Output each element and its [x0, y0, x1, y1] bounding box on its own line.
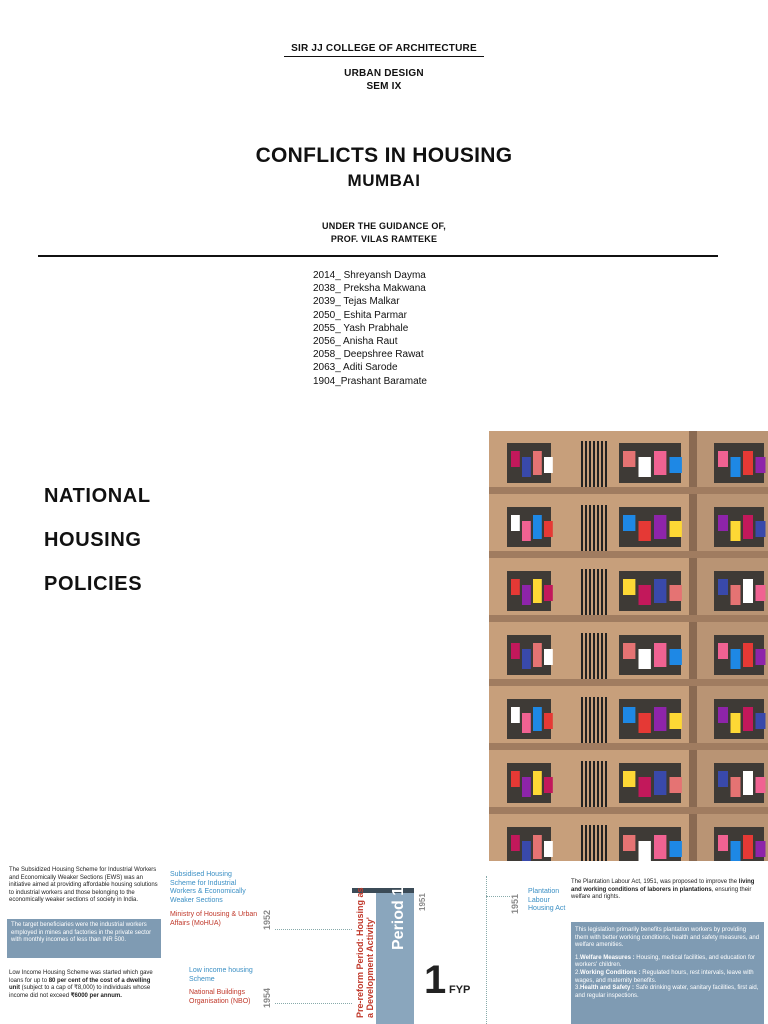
connector-1952 — [275, 929, 352, 930]
period-title: Pre-reform Period: Housing as a Development Activity' — [355, 887, 375, 1018]
college-name: SIR JJ COLLEGE OF ARCHITECTURE — [291, 43, 477, 54]
plantation-act-description: The Plantation Labour Act, 1951, was proposed to improve the living and working conditions of laborers in plantations, ensuring their welfare and rights. — [571, 879, 755, 901]
page-subtitle: MUMBAI — [347, 171, 421, 190]
section-heading-line: HOUSING — [44, 529, 142, 551]
fyp-number: 1 — [424, 958, 447, 1002]
target-beneficiaries-box: The target beneficiaries were the industrial workers employed in mines and factories in the private sector with monthly incomes of less than INR 500. — [7, 919, 161, 958]
year-1951: 1951 — [510, 893, 520, 914]
team-member: 2039_ Tejas Malkar — [313, 296, 400, 308]
benefit-item: 1.Welfare Measures : Housing, medical facilities, and education for workers' children. — [575, 954, 756, 969]
team-member: 1904_Prashant Baramate — [313, 375, 427, 387]
scheme-1-name: Subsidised Housing Scheme for Industrial Workers & Economically Weaker Sections — [170, 871, 246, 904]
guidance-label: UNDER THE GUIDANCE OF, — [322, 221, 446, 231]
scheme-2-name: Low income housing Scheme — [189, 967, 253, 983]
team-member: 2055_ Yash Prabhale — [313, 322, 409, 334]
semester: SEM IX — [366, 81, 402, 92]
benefit-item: 2.Working Conditions : Regulated hours, rest intervals, leave with wages, and maternity benefits. — [575, 969, 754, 984]
team-member: 2038_ Preksha Makwana — [313, 283, 426, 295]
subsidized-scheme-description: The Subsidized Housing Scheme for Industrial Workers and Economically Weaker Sections (EWS) was an initiative aimed at providing affordable housing solutions to industrial workers and those belonging to the economically weaker sections of society in India. — [9, 867, 158, 904]
team-member: 2058_ Deepshree Rawat — [313, 349, 424, 361]
timeline-line — [486, 876, 487, 1024]
year-1952: 1952 — [262, 909, 272, 930]
header-divider — [284, 56, 484, 57]
plantation-act-label: Plantation Labour Housing Act — [528, 888, 566, 913]
connector-1954 — [275, 1003, 352, 1004]
plantation-benefits-box — [571, 922, 764, 1024]
team-member: 2050_ Eshita Parmar — [313, 309, 407, 321]
team-member: 2014_ Shreyansh Dayma — [313, 270, 426, 281]
team-member: 2063_ Aditi Sarode — [313, 362, 398, 374]
guide-name: PROF. VILAS RAMTEKE — [330, 234, 438, 244]
page-title: CONFLICTS IN HOUSING — [255, 144, 513, 167]
year-1951-band: 1951 — [418, 893, 427, 911]
course-name: URBAN DESIGN — [344, 68, 424, 79]
scheme-2-org: National Buildings Organisation (NBO) — [189, 989, 251, 1005]
section-heading-line: NATIONAL — [44, 485, 151, 507]
connector-1951 — [486, 896, 510, 897]
low-income-scheme-description: Low Income Housing Scheme was started which gave loans for up to 80 per cent of the cost of a dwelling unit (subject to a cap of ₹8,000) to individuals whose income did not exceed ₹6000 per annum. — [9, 970, 153, 999]
team-member: 2056_ Anisha Raut — [313, 336, 398, 348]
plantation-benefits-intro: This legislation primarily benefits plantation workers by providing them with better working conditions, health and safety measures, and welfare amenities. — [575, 927, 760, 949]
fyp-label: FYP — [449, 984, 471, 996]
section-heading-line: POLICIES — [44, 573, 143, 595]
team-list — [313, 269, 427, 388]
section-heading — [44, 474, 151, 606]
title-divider — [38, 255, 718, 257]
scheme-1-ministry: Ministry of Housing & Urban Affairs (MoHUA) — [170, 911, 258, 927]
benefit-item: 3.Health and Safety : Safe drinking water, sanitary facilities, first aid, and regular inspections. — [575, 985, 759, 999]
year-1954: 1954 — [262, 987, 272, 1008]
building-photo — [489, 431, 768, 861]
period-label: Period 1 — [390, 886, 407, 950]
